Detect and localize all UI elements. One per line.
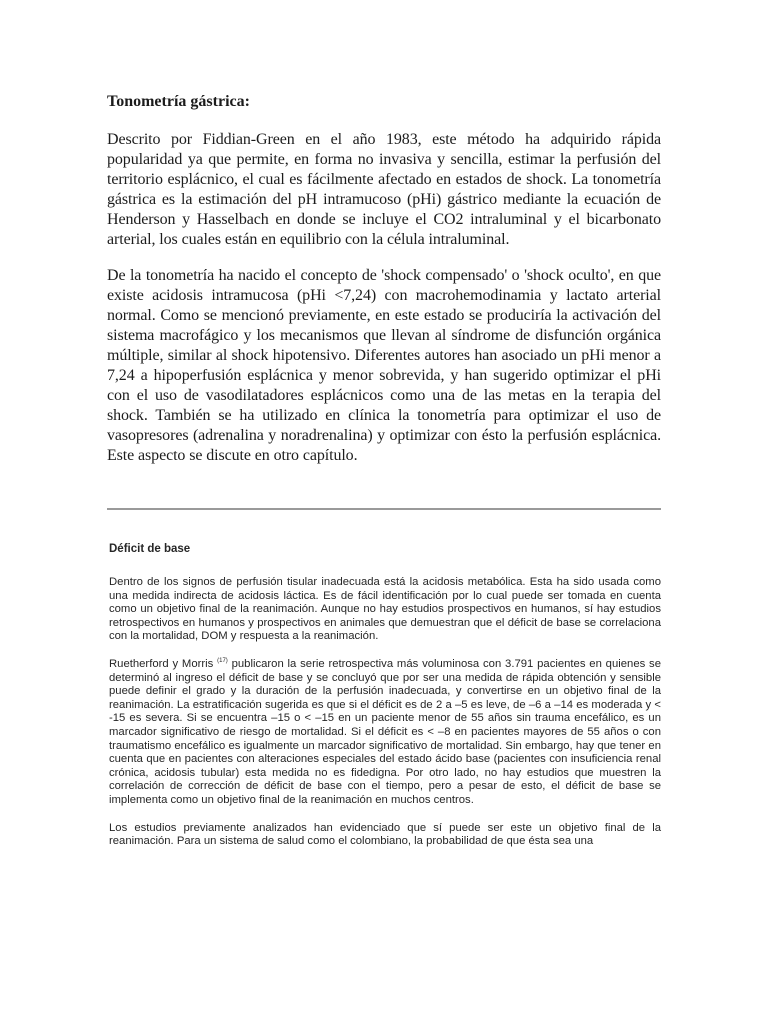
deficit-section	[109, 542, 661, 863]
tonometria-paragraph-1: Descrito por Fiddian-Green en el año 1983, este método ha adquirido rápida popularidad ya que permite, en forma no invasiva y sencilla, estimar la perfusión del territorio esplácnico, el cual es fácilmente afectado en estados de shock. La tonometría gástrica es la estimación del pH intramucoso (pHi) gástrico mediante la ecuación de Henderson y Hasselbach en donde se incluye el CO2 intraluminal y el bicarbonato arterial, los cuales están en equilibrio con la célula intraluminal.	[107, 131, 661, 248]
deficit-paragraph-2-rest: publicaron la serie retrospectiva más voluminosa con 3.791 pacientes en quienes se determinó al ingreso el déficit de base y se concluyó que por ser una medida de rápida obtención y sensible puede definir el grado y la duración de la perfusión inadecuada, y convertirse en un objetivo final de la reanimación. La estratificación sugerida es que si el déficit es de 2 a –5 es leve, de –6 a –14 es moderada y < -15 es severa. Si se encuentra –15 o < –15 en un paciente menor de 55 años sin trauma encefálico, es un marcador significativo de riesgo de mortalidad. Si el déficit es < –8 en pacientes mayores de 55 años o con traumatismo encefálico es igualmente un marcador significativo de mortalidad. Sin embargo, hay que tener en cuenta que en pacientes con alteraciones especiales del estado ácido base (pacientes con insuficiencia renal crónica, acidosis tubular) esta medida no es fidedigna. Por otro lado, no hay estudios que muestren la correlación de corrección de déficit de base con el tiempo, pero a pesar de esto, el déficit de base se implementa como un objetivo final de la reanimación en muchos centros.	[109, 657, 661, 806]
tonometria-paragraph-2: De la tonometría ha nacido el concepto de 'shock compensado' o 'shock oculto', en que existe acidosis intramucosa (pHi <7,24) con macrohemodinamia y lactato arterial normal. Como se mencionó previamente, en este estado se produciría la activación del sistema macrofágico y los mecanismos que llevan al síndrome de disfunción orgánica múltiple, similar al shock hipotensivo. Diferentes autores han asociado un pHi menor a 7,24 a hipoperfusión esplácnica y menor sobrevida, y han sugerido optimizar el pHi con el uso de vasodilatadores esplácnicos como una de las metas en la terapia del shock. También se ha utilizado en clínica la tonometría para optimizar el uso de vasopresores (adrenalina y noradrenalina) y optimizar con ésto la perfusión esplácnica. Este aspecto se discute en otro capítulo.	[107, 267, 661, 464]
section-title-deficit: Déficit de base	[109, 543, 191, 555]
reference-superscript: (17)	[217, 658, 228, 665]
deficit-paragraph-2-start: Ruetherford y Morris	[109, 657, 214, 670]
section-divider	[107, 508, 661, 510]
section-title-tonometria: Tonometría gástrica:	[107, 93, 250, 110]
tonometria-section	[107, 92, 661, 482]
deficit-paragraph-1: Dentro de los signos de perfusión tisular inadecuada está la acidosis metabólica. Esta ha sido usada como una medida indirecta de acidosis láctica. Es de fácil identificación por lo cual puede ser tomada en cuenta como un objetivo final de la reanimación. Aunque no hay estudios prospectivos en humanos, sí hay estudios retrospectivos en humanos y prospectivos en animales que demuestran que el déficit de base se correlaciona con la mortalidad, DOM y respuesta a la reanimación.	[109, 576, 661, 643]
deficit-paragraph-2	[109, 658, 661, 808]
deficit-paragraph-3: Los estudios previamente analizados han evidenciado que sí puede ser este un objetivo final de la reanimación. Para un sistema de salud como el colombiano, la probabilidad de que ésta sea una	[109, 821, 661, 848]
